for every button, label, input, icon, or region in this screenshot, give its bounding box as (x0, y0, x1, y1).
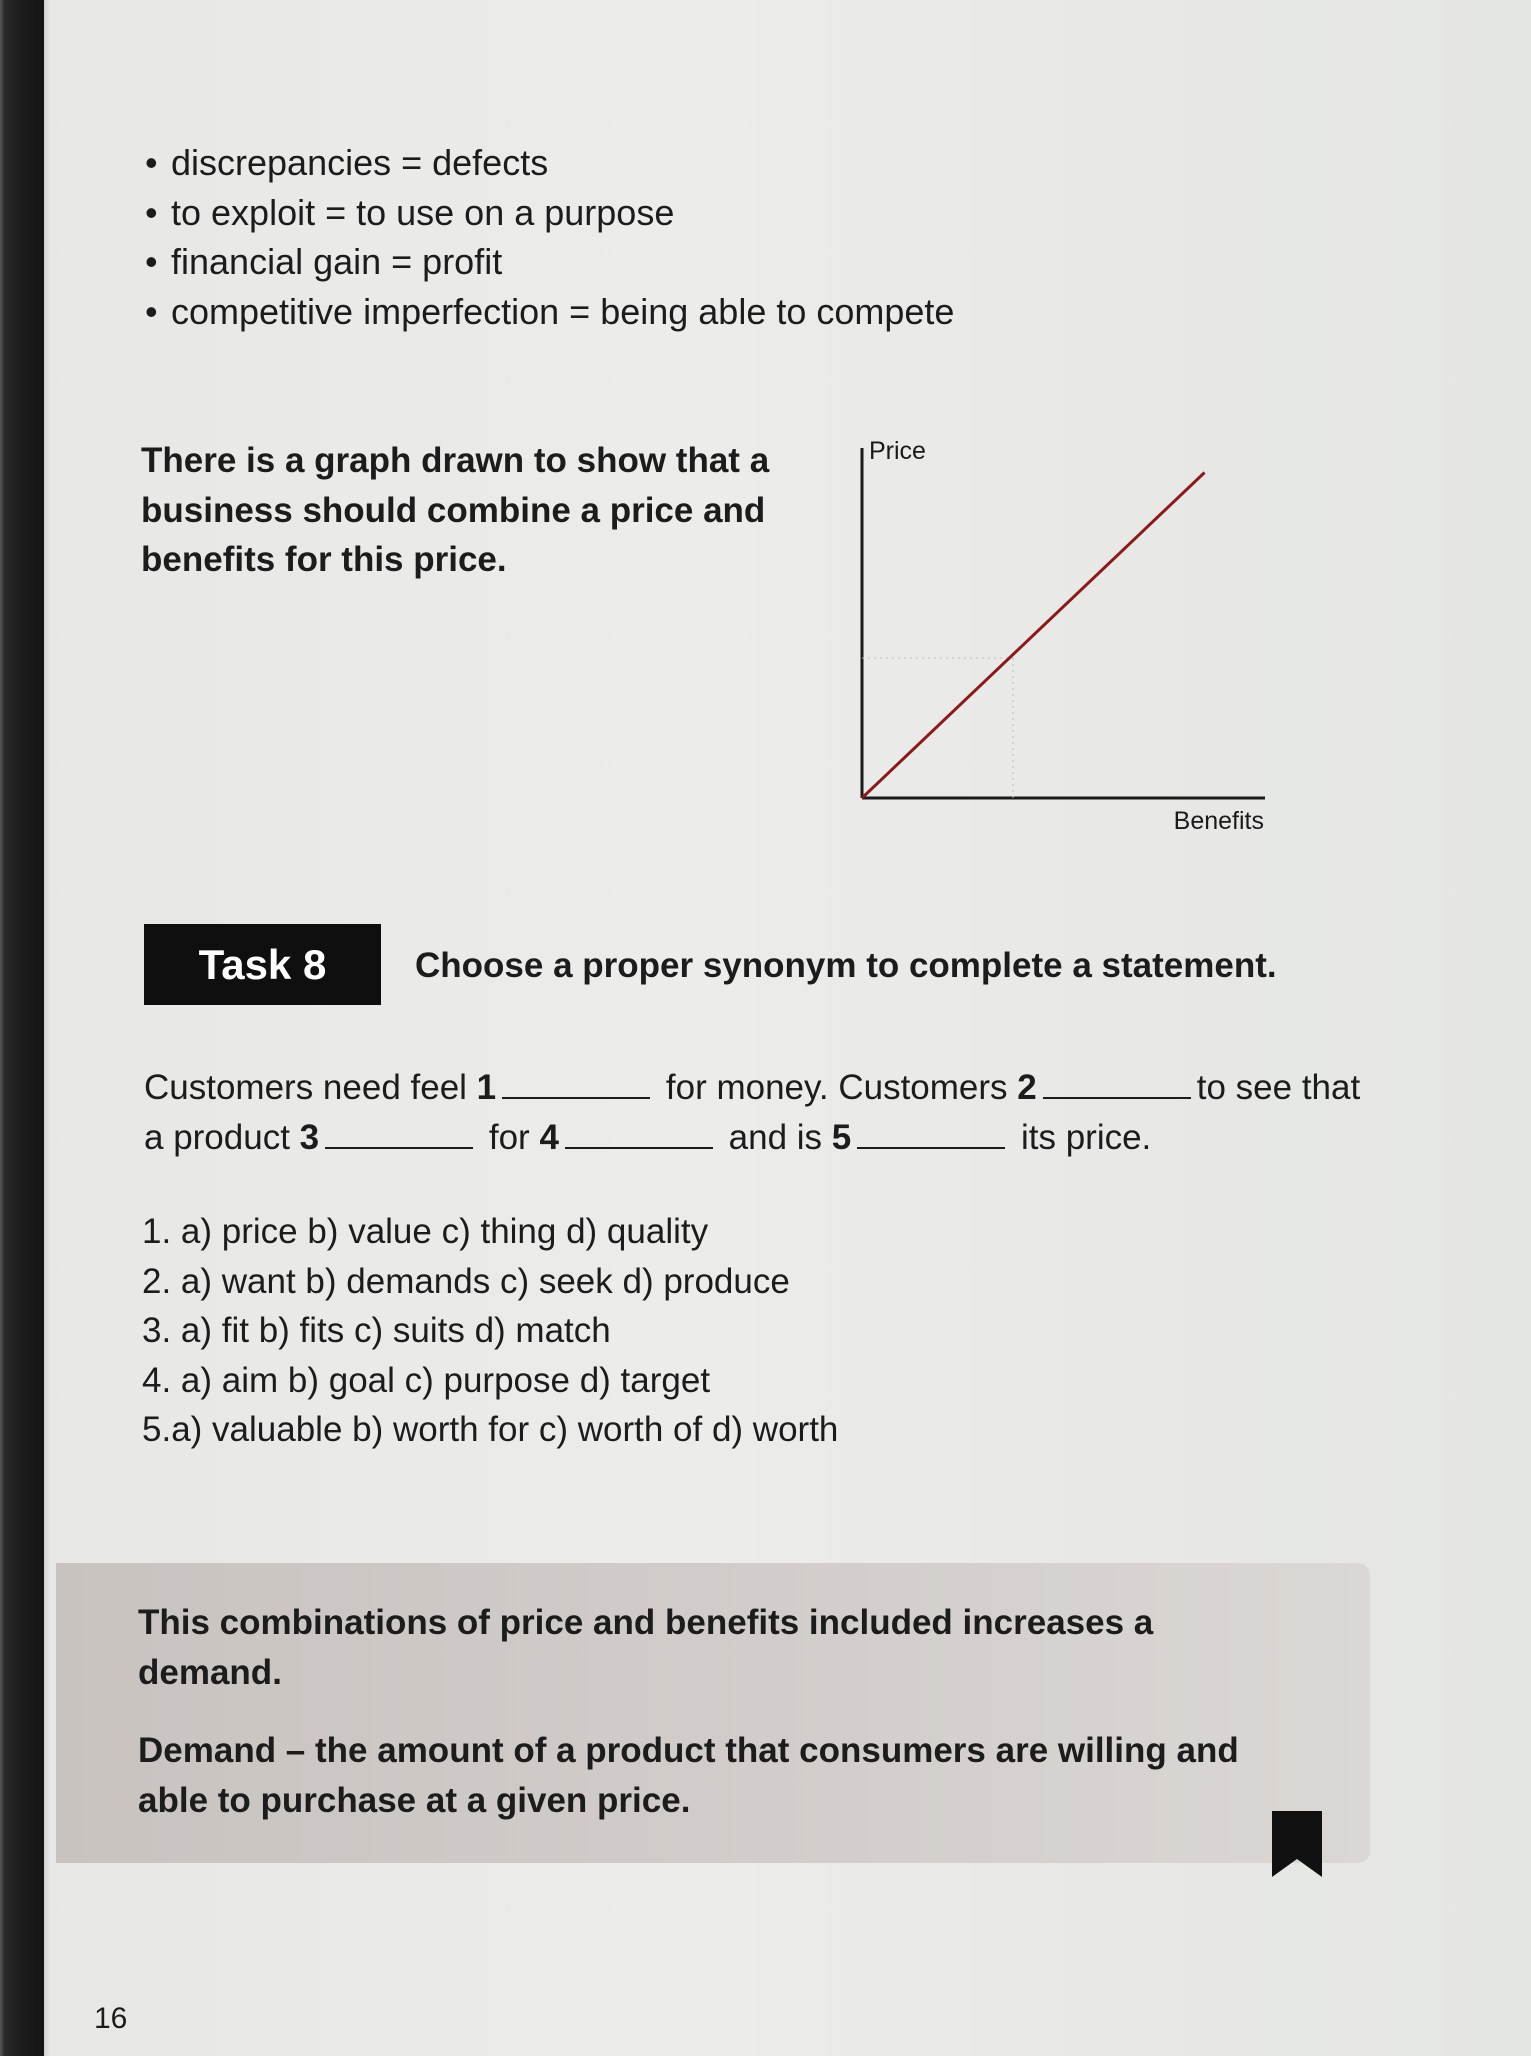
list-item: • financial gain = profit (145, 237, 954, 287)
price-benefits-chart (840, 430, 1280, 850)
sentence-text: for money. Customers (665, 1068, 1018, 1107)
definition-paragraph: Demand – the amount of a product that consumers are willing and able to purchase at a given price. (138, 1731, 1239, 1820)
vocabulary-list (145, 138, 954, 336)
list-item: • to exploit = to use on a purpose (145, 188, 954, 238)
sentence-text: its price. (1020, 1117, 1152, 1157)
option-row: 2. a) want b) demands c) seek d) produce (142, 1261, 790, 1301)
answer-blank[interactable] (502, 1075, 650, 1099)
blank-number: 4 (539, 1117, 559, 1157)
answer-blank[interactable] (565, 1125, 713, 1149)
answer-blank[interactable] (325, 1125, 473, 1149)
page-number: 16 (94, 2002, 128, 2035)
sentence-text: to see that a product (144, 1068, 1361, 1157)
option-row: 5.a) valuable b) worth for c) worth of d) worth (142, 1410, 839, 1449)
blank-number: 2 (1017, 1068, 1037, 1107)
bookmark-icon (1272, 1811, 1322, 1877)
book-spine (0, 0, 44, 2056)
task-instruction: Choose a proper synonym to complete a statement. (415, 946, 1277, 985)
blank-number: 5 (831, 1117, 852, 1157)
sentence-text: Customers need feel (144, 1068, 477, 1107)
answer-options-list (142, 1207, 838, 1455)
blank-number: 3 (299, 1117, 320, 1157)
sentence-text: and is (728, 1117, 832, 1157)
graph-intro-text: There is a graph drawn to show that a business should combine a price and benefits for this price. (141, 441, 770, 579)
answer-blank[interactable] (857, 1125, 1005, 1149)
option-row: 3. a) fit b) fits c) suits d) match (142, 1311, 611, 1350)
task-badge: Task 8 (144, 924, 381, 1005)
x-axis-label: Benefits (1173, 807, 1264, 835)
list-item: • discrepancies = defects (145, 138, 954, 188)
answer-blank[interactable] (1043, 1075, 1191, 1099)
page-gutter (44, 0, 50, 2056)
fill-in-sentence (144, 1063, 1384, 1162)
definition-box (56, 1563, 1370, 1863)
sentence-text: for (488, 1117, 540, 1157)
series-line (862, 473, 1205, 799)
note-paragraph: This combinations of price and benefits included increases a demand. (138, 1603, 1154, 1692)
list-item: • competitive imperfection = being able to compete (145, 287, 954, 337)
y-axis-label: Price (869, 437, 926, 465)
option-row: 1. a) price b) value c) thing d) quality (142, 1212, 709, 1251)
blank-number: 1 (476, 1068, 497, 1107)
option-row: 4. a) aim b) goal c) purpose d) target (142, 1360, 711, 1400)
